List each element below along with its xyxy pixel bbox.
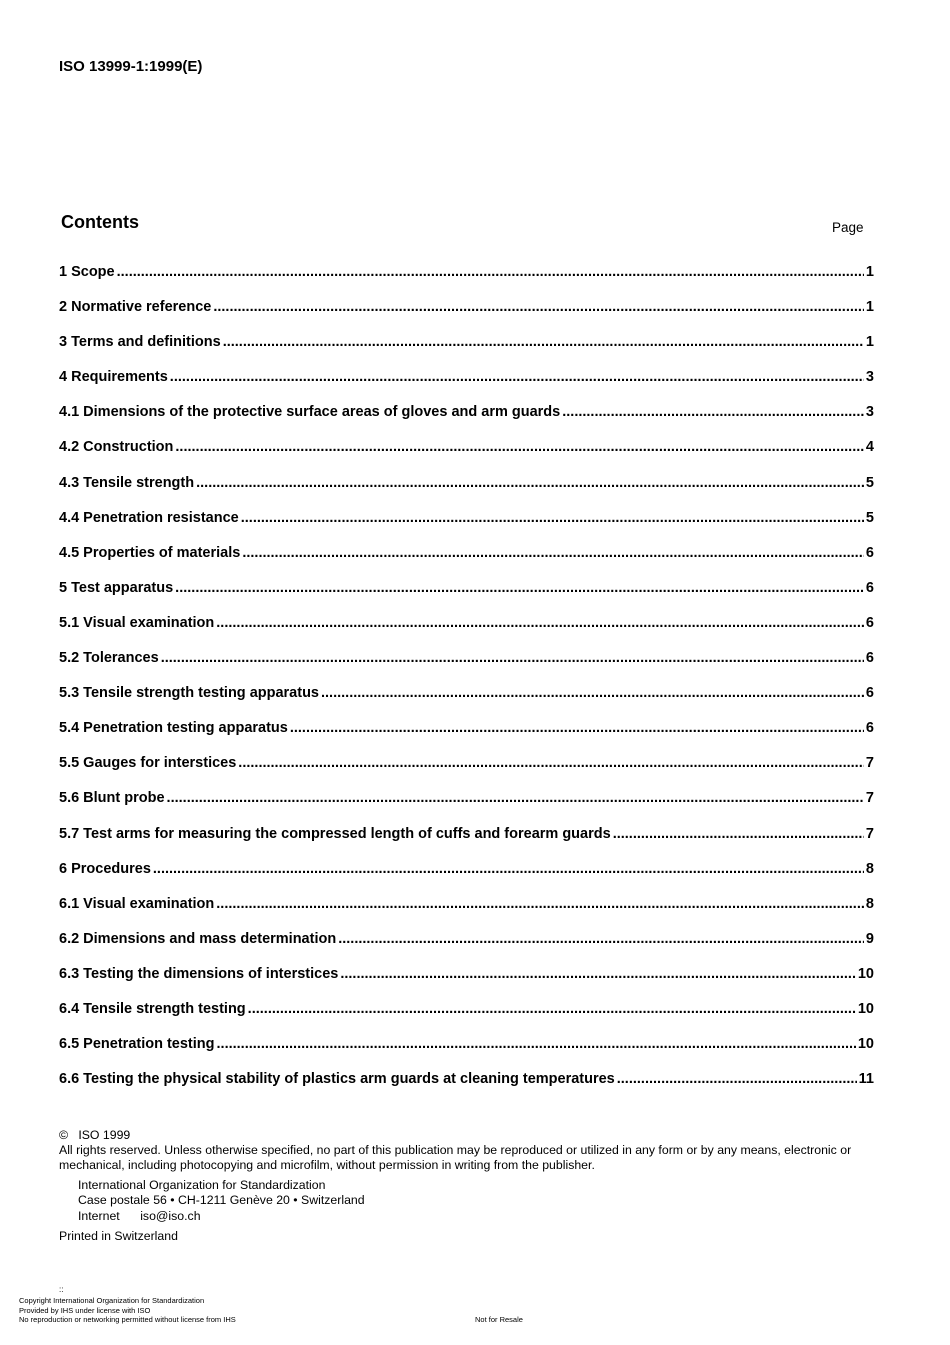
toc-entry-title: 6.2 Dimensions and mass determination <box>59 930 337 947</box>
toc-entry-page: 11 <box>858 1071 874 1088</box>
toc-entry-title: 3 Terms and definitions <box>59 334 221 351</box>
toc-entry-page: 6 <box>865 579 874 596</box>
toc-leader-dots <box>213 299 864 315</box>
toc-entry-title: 6.4 Tensile strength testing <box>59 1000 246 1017</box>
toc-entry-title: 6.1 Visual examination <box>59 895 215 912</box>
toc-entry[interactable] <box>59 685 874 720</box>
toc-entry[interactable] <box>59 545 874 580</box>
footer-marker: :: <box>59 1285 64 1294</box>
license-line-1: Copyright International Organization for Standardization <box>19 1296 205 1305</box>
document-id: ISO 13999-1:1999(E) <box>59 58 203 75</box>
toc-entry-title: 6.5 Penetration testing <box>59 1036 215 1053</box>
contents-heading: Contents <box>61 212 139 232</box>
printed-location: Printed in Switzerland <box>59 1229 178 1244</box>
toc-entry-title: 1 Scope <box>59 264 115 280</box>
toc-entry-title: 4.2 Construction <box>59 439 174 456</box>
toc-entry[interactable] <box>59 299 874 334</box>
toc-entry[interactable] <box>59 1071 874 1106</box>
toc-entry[interactable] <box>59 790 874 825</box>
toc-leader-dots <box>340 966 856 982</box>
toc-entry-page: 9 <box>865 930 874 947</box>
toc-entry-title: 5.7 Test arms for measuring the compressed length of cuffs and forearm guards <box>59 825 611 842</box>
copyright-year: ISO 1999 <box>78 1128 131 1142</box>
toc-leader-dots <box>338 931 864 947</box>
toc-entry[interactable] <box>59 510 874 545</box>
toc-entry-page: 6 <box>865 614 874 631</box>
toc-entry-page: 7 <box>865 790 874 807</box>
toc-entry-page: 1 <box>865 334 874 351</box>
rights-statement: All rights reserved. Unless otherwise specified, no part of this publication may be reproduced or utilized in any form or by any means, electronic or mechanical, including photocopying and microfilm, without permission in writing from the publisher. <box>59 1143 852 1173</box>
toc-entry-title: 5.1 Visual examination <box>59 614 215 631</box>
toc-entry[interactable] <box>59 931 874 966</box>
toc-entry-title: 4.5 Properties of materials <box>59 544 241 561</box>
toc-entry-title: 6.6 Testing the physical stability of plastics arm guards at cleaning temperatures <box>59 1071 615 1088</box>
toc-leader-dots <box>170 369 864 385</box>
license-notice <box>19 1296 236 1325</box>
toc-entry-title: 4.4 Penetration resistance <box>59 509 239 526</box>
toc-leader-dots <box>153 861 864 877</box>
toc-entry-title: 5.2 Tolerances <box>59 650 159 667</box>
toc-entry[interactable] <box>59 334 874 369</box>
toc-entry-page: 1 <box>865 264 874 280</box>
toc-leader-dots <box>248 1001 856 1017</box>
toc-entry-page: 7 <box>865 755 874 772</box>
toc-entry-title: 5.5 Gauges for interstices <box>59 755 237 772</box>
toc-leader-dots <box>175 580 864 596</box>
copyright-line <box>59 1128 874 1143</box>
toc-entry[interactable] <box>59 264 874 299</box>
toc-entry-title: 5.3 Tensile strength testing apparatus <box>59 685 319 702</box>
toc-entry[interactable] <box>59 966 874 1001</box>
toc-entry-page: 6 <box>865 544 874 561</box>
org-name: International Organization for Standardization <box>78 1177 326 1192</box>
toc-entry[interactable] <box>59 615 874 650</box>
toc-entry[interactable] <box>59 580 874 615</box>
toc-leader-dots <box>217 1036 856 1052</box>
license-line-3: No reproduction or networking permitted without license from IHS <box>19 1315 236 1324</box>
toc-entry-page: 4 <box>865 439 874 456</box>
toc-entry-page: 5 <box>865 509 874 526</box>
toc-entry-title: 6 Procedures <box>59 860 151 877</box>
toc-entry[interactable] <box>59 439 874 474</box>
toc-leader-dots <box>290 720 864 736</box>
internet-line <box>78 1209 874 1225</box>
toc-entry[interactable] <box>59 369 874 404</box>
copyright-symbol: © <box>59 1128 69 1142</box>
internet-label: Internet <box>78 1208 120 1223</box>
toc-leader-dots <box>242 545 864 561</box>
page-column-label: Page <box>832 220 864 235</box>
toc-leader-dots <box>216 615 864 631</box>
toc-entry-page: 3 <box>865 369 874 386</box>
toc-leader-dots <box>613 826 864 842</box>
toc-leader-dots <box>161 650 864 666</box>
toc-entry-page: 8 <box>865 895 874 912</box>
toc-leader-dots <box>216 896 864 912</box>
toc-leader-dots <box>117 264 864 280</box>
toc-entry-page: 10 <box>857 1000 874 1017</box>
toc-entry-title: 4 Requirements <box>59 369 168 386</box>
toc-leader-dots <box>223 334 864 350</box>
toc-leader-dots <box>175 439 864 455</box>
toc-entry-page: 8 <box>865 860 874 877</box>
toc-entry[interactable] <box>59 826 874 861</box>
toc-entry-title: 2 Normative reference <box>59 299 212 316</box>
toc-entry-page: 6 <box>865 685 874 702</box>
toc-entry[interactable] <box>59 896 874 931</box>
resale-notice: Not for Resale <box>475 1315 523 1324</box>
toc-entry-title: 5.4 Penetration testing apparatus <box>59 720 288 737</box>
license-line-2: Provided by IHS under license with ISO <box>19 1305 151 1315</box>
toc-entry-title: 4.1 Dimensions of the protective surface areas of gloves and arm guards <box>59 404 561 421</box>
toc-entry[interactable] <box>59 650 874 685</box>
toc-entry[interactable] <box>59 404 874 439</box>
toc-leader-dots <box>562 404 864 420</box>
toc-leader-dots <box>241 510 864 526</box>
org-postal-address: Case postale 56 • CH-1211 Genève 20 • Switzerland <box>78 1193 365 1208</box>
toc-entry[interactable] <box>59 755 874 790</box>
toc-entry-page: 7 <box>865 825 874 842</box>
toc-leader-dots <box>238 755 864 771</box>
toc-leader-dots <box>167 790 864 806</box>
toc-entry-page: 5 <box>865 474 874 491</box>
toc-entry[interactable] <box>59 475 874 510</box>
toc-leader-dots <box>321 685 864 701</box>
publisher-address <box>78 1178 874 1225</box>
toc-entry-page: 1 <box>865 299 874 316</box>
table-of-contents <box>59 264 874 1106</box>
toc-entry-page: 6 <box>865 650 874 667</box>
toc-entry-page: 10 <box>857 1036 874 1053</box>
toc-entry-page: 3 <box>865 404 874 421</box>
toc-entry-title: 6.3 Testing the dimensions of interstices <box>59 965 339 982</box>
toc-entry-title: 5 Test apparatus <box>59 579 174 596</box>
toc-leader-dots <box>617 1071 857 1087</box>
internet-email[interactable]: iso@iso.ch <box>140 1208 201 1223</box>
toc-entry[interactable] <box>59 1036 874 1071</box>
toc-entry[interactable] <box>59 861 874 896</box>
toc-leader-dots <box>196 475 864 491</box>
copyright-block <box>59 1128 874 1244</box>
toc-entry-title: 4.3 Tensile strength <box>59 474 195 491</box>
toc-entry[interactable] <box>59 1001 874 1036</box>
toc-entry[interactable] <box>59 720 874 755</box>
toc-entry-title: 5.6 Blunt probe <box>59 790 165 807</box>
toc-entry-page: 10 <box>857 965 874 982</box>
toc-entry-page: 6 <box>865 720 874 737</box>
